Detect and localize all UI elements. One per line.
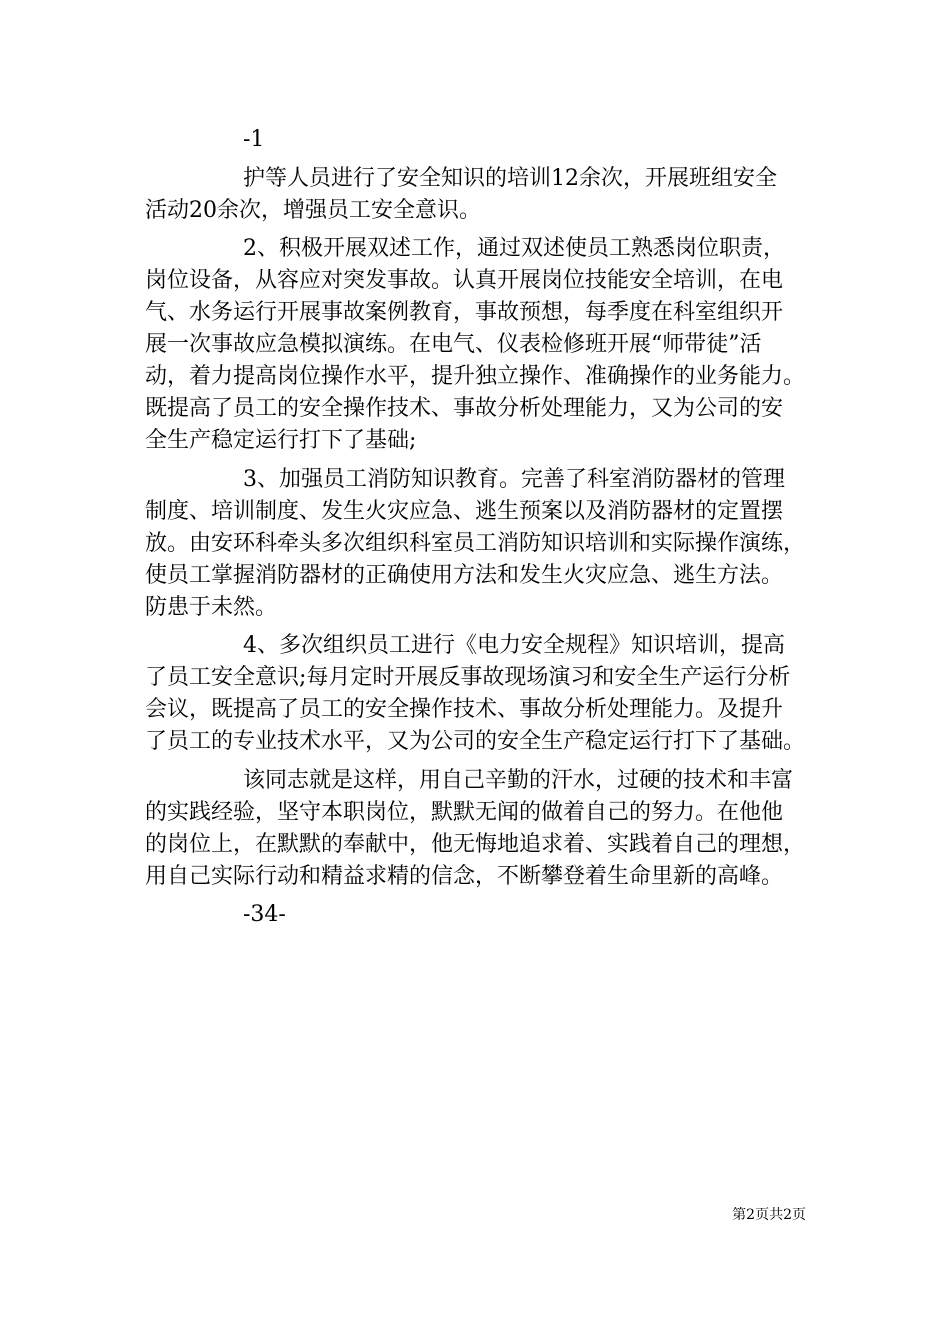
- text-line: 防患于未然。: [145, 594, 278, 620]
- text-line: 动，着力提高岗位操作水平，提升独立操作、准确操作的业务能力。: [145, 364, 806, 389]
- text-line: 护等人员进行了安全知识的培训12余次，开展班组安全: [243, 165, 777, 191]
- text-line: 4、多次组织员工进行《电力安全规程》知识培训，提高: [243, 633, 785, 658]
- paragraph-2: [145, 233, 817, 457]
- text-line: 3、加强员工消防知识教育。完善了科室消防器材的管理: [243, 466, 785, 492]
- paragraph-3: [145, 464, 817, 624]
- text-line: 的实践经验，坚守本职岗位，默默无闻的做着自己的努力。在他他: [145, 799, 784, 825]
- text-line: 气、水务运行开展事故案例教育，事故预想，每季度在科室组织开: [145, 300, 784, 325]
- text-line: 放。由安环科牵头多次组织科室员工消防知识培训和实际操作演练，: [145, 530, 806, 556]
- text-line: 的岗位上，在默默的奉献中，他无悔地追求着、实践着自己的理想，: [145, 831, 806, 857]
- text-line: 用自己实际行动和精益求精的信念，不断攀登着生命里新的高峰。: [145, 863, 784, 889]
- text-line: 制度、培训制度、发生火灾应急、逃生预案以及消防器材的定置摆: [145, 498, 784, 524]
- paragraph-5: [145, 765, 817, 893]
- text-line: 使员工掌握消防器材的正确使用方法和发生火灾应急、逃生方法。: [145, 562, 784, 588]
- text-line: 了员工安全意识;每月定时开展反事故现场演习和安全生产运行分析: [145, 665, 791, 690]
- text-line: 展一次事故应急模拟演练。在电气、仪表检修班开展“师带徒”活: [145, 332, 762, 357]
- trailer-marker: -34-: [243, 902, 286, 927]
- header-marker: -1: [243, 127, 265, 152]
- text-line: 2、积极开展双述工作，通过双述使员工熟悉岗位职责，: [243, 236, 785, 261]
- text-line: 岗位设备，从容应对突发事故。认真开展岗位技能安全培训，在电: [145, 268, 784, 293]
- text-line: 活动20余次，增强员工安全意识。: [145, 197, 481, 223]
- document-body: [145, 124, 817, 931]
- text-line: 全生产稳定运行打下了基础;: [145, 428, 417, 453]
- paragraph-1: [145, 163, 817, 227]
- text-line: 该同志就是这样，用自己辛勤的汗水，过硬的技术和丰富: [243, 767, 794, 793]
- text-line: 会议，既提高了员工的安全操作技术、事故分析处理能力。及提升: [145, 697, 784, 722]
- page-number-footer: 第2页共2页: [732, 1207, 806, 1223]
- text-line: 了员工的专业技术水平，又为公司的安全生产稳定运行打下了基础。: [145, 729, 806, 754]
- paragraph-4: [145, 630, 817, 758]
- text-line: 既提高了员工的安全操作技术、事故分析处理能力，又为公司的安: [145, 396, 784, 421]
